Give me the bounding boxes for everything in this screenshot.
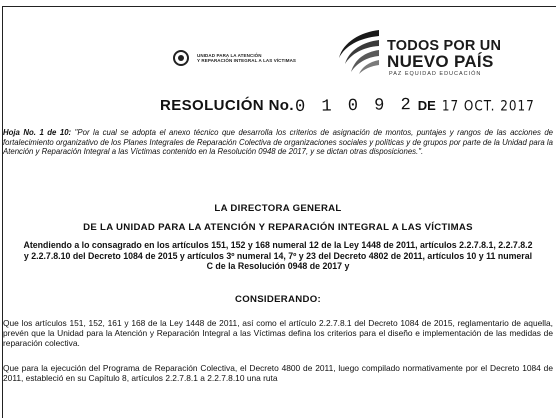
paragraph: Que para la ejecución del Programa de Reparación Colectiva, el Decreto 4800 de 2011, luego compilado normativamente por el Decreto 1084 de 2011, estableció en su Capítulo 8, artículos 2.2.7.8.1 a 2.2.7.8.10 una ruta (3, 363, 553, 384)
unidad-letterhead (173, 50, 296, 66)
resolution-title (160, 97, 535, 116)
sheet-number: Hoja No. 1 de 10: (3, 128, 72, 137)
entity-title: DE LA UNIDAD PARA LA ATENCIÓN Y REPARACIÓN INTEGRAL A LAS VÍCTIMAS (83, 222, 473, 233)
brand-tagline: PAZ EQUIDAD EDUCACIÓN (389, 71, 482, 77)
resolution-number: 0 1 0 9 2 (294, 95, 414, 118)
signer-title: LA DIRECTORA GENERAL (214, 203, 342, 214)
unidad-seal-icon (173, 50, 189, 66)
paragraph: Que los artículos 151, 152, 161 y 168 de la Ley 1448 de 2011, así como el artículo 2.2.7.8.1 del Decreto 1084 de 2015, reglamentario de aquella, prevén que la Unidad para la Atención y Reparación Integral a las Víctimas defina los criterios para el diseño e implementación de las medidas de reparación colectiva. (3, 318, 553, 349)
considerando-heading: CONSIDERANDO: (235, 294, 321, 305)
brand-swoosh-icon (335, 26, 381, 76)
brand-logo (335, 26, 555, 82)
legal-basis: Atendiendo a lo consagrado en los artículos 151, 152 y 168 numeral 12 de la Ley 1448 de 2011, artículos 2.2.7.8.1, 2.2.7.8.2 y 2.2.7.8.10 del Decreto 1084 de 2015 y artículos 3º numeral 14, 7º y 23 del Decreto 4802 de 2011, artículos 10 y 11 numeral C de la Resolución 0948 de 2017 y (23, 240, 533, 272)
resolution-date: 17 OCT. 2017 (441, 97, 535, 115)
sheet-header (3, 128, 553, 157)
unidad-name (197, 53, 296, 63)
resolution-de: DE (417, 98, 436, 113)
brand-line2: NUEVO PAÍS (387, 52, 494, 71)
sheet-description: "Por la cual se adopta el anexo técnico que desarrolla los criterios de asignación de montos, puntajes y rangos de las acciones de fortalecimiento organizativo de los Planes Integrales de Reparación Colectiva de organizaciones sociales y políticas y de grupos por parte de la Unidad para la Atención y Reparación Integral a las Víctimas contenido en la Resolución 0948 de 2017, y se dictan otras disposiciones.". (3, 128, 554, 157)
unidad-name-line2: Y REPARACIÓN INTEGRAL A LAS VÍCTIMAS (197, 58, 297, 63)
resolution-label: RESOLUCIÓN No. (160, 97, 294, 114)
brand-line1: TODOS POR UN (387, 38, 502, 54)
unidad-name-line1: UNIDAD PARA LA ATENCIÓN (197, 53, 262, 58)
